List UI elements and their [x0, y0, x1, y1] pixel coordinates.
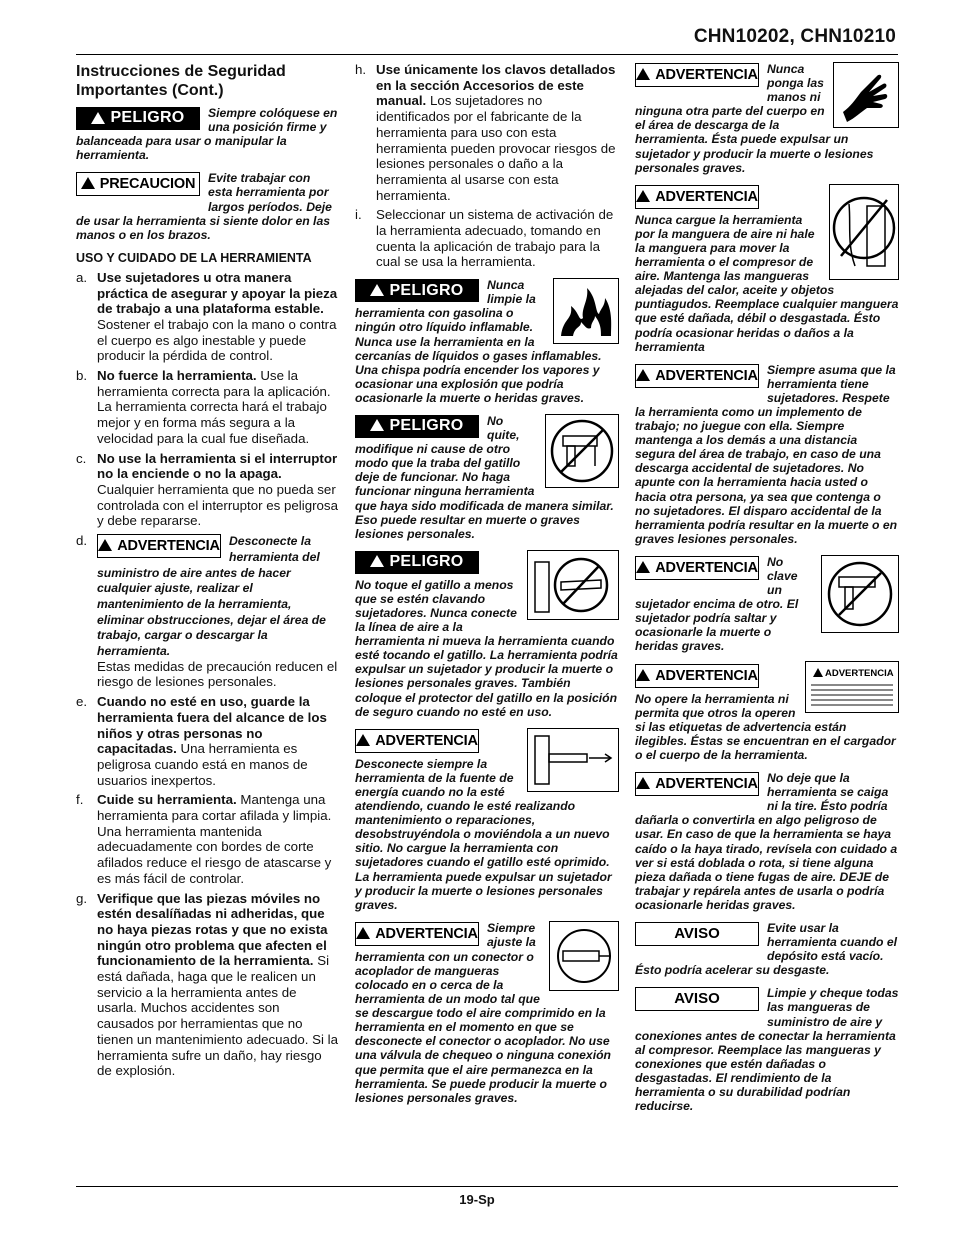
alert-triangle-icon: [98, 539, 112, 551]
caution-signal: PRECAUCION: [76, 172, 200, 196]
coupler-icon: [549, 921, 619, 991]
danger-signal: PELIGRO: [355, 415, 479, 438]
alert-triangle-icon: [370, 555, 384, 567]
label-image-text: ADVERTENCIA: [825, 667, 894, 679]
danger-text: Siempre colóquese en una posición firme y balanceada para usar o manipular la herramienta.: [76, 106, 338, 163]
list-item: d. ADVERTENCIA Desconecte la herramienta del suministro de aire antes de hacer cualquier ajuste, realizar el mantenimiento de la herramienta, eliminar obstrucciones, dejar el área de trabajo, cargar o descargar la herramienta.Estas medidas de precaución reducen el riesgo de lesiones personales.: [76, 533, 338, 690]
hand-hazard-icon: [833, 62, 899, 128]
alert-triangle-icon: [91, 112, 105, 124]
warning-signal: ADVERTENCIA: [635, 556, 759, 580]
alert-triangle-icon: [636, 369, 650, 381]
warning-signal: ADVERTENCIA: [97, 534, 221, 558]
list-item: h. Use únicamente los clavos detallados en la sección Accesorios de este manual. Los sujetadores no identificados por el fabricante de la herramienta para uso con esta herramienta pueden provocar riesgos de lesiones personales o daño a la herramienta al usarse con esta herramienta.: [355, 62, 616, 203]
warning-block-hose: ADVERTENCIA Nunca cargue la herramienta por la manguera de aire ni hale la manguera para mover la herramienta o el compresor de aire. Mantenga las mangueras alejadas del calor, aceite y objetos puntiagudos. Reemplace cualquier manguera que esté dañada, débil o desgastada. Ésto podría ocasionar heridas o daños a la herramienta: [635, 184, 899, 354]
warning-block-drop: ADVERTENCIA No deje que la herramienta se caiga ni la tire. Ésto podría dañarla o convertirla en algo peligroso de usar. En caso de que la herramienta se haya caído o la haya tirado, revísela con cuidado a ver si está doblada o rota, si tiene alguna pieza dañada o tiene fugas de aire. DEJE de trabajar y repárela antes de usarla o podría ocasionarle heridas graves.: [635, 771, 898, 912]
danger-block-stance: [76, 106, 338, 162]
caution-block: [76, 171, 338, 241]
alert-triangle-icon: [356, 734, 370, 746]
list-item: g. Verifique que las piezas móviles no estén desalíñadas ni adheridas, que no haya piezas rotas y que no exista ningún otro problema que afecten el funcionamiento de la herramienta. Si está dañada, haga que le realicen un servicio a la herramienta antes de usarla. Muchos accidentes son causados por herramientas que no tienen un mantenimiento adecuado. Si la herramienta sufre un daño, hay riesgo de explosión.: [76, 890, 338, 1079]
notice-signal: AVISO: [635, 987, 759, 1011]
notice-block-empty: AVISO Evite usar la herramienta cuando el depósito está vacío. Ésto podría acelerar su desgaste.: [635, 920, 898, 978]
notice-block-hoses: AVISO Limpie y cheque todas las mangueras de suministro de aire y conexiones antes de conectar la herramienta al compresor. Reemplace las mangueras y conexiones que estén dañadas o desgastadas. El rendimiento de la herramienta o su durabilidad podrían reducirse.: [635, 986, 899, 1114]
section-title: Instrucciones de Seguridad Importantes (Cont.): [76, 63, 286, 99]
fire-icon: [553, 278, 619, 344]
list-item: b. No fuerce la herramienta. Use la herramienta correcta para la aplicación. La herramienta correcta hará el trabajo mejor y en forma más segura a la velocidad para la cual fue diseñada.: [76, 368, 331, 446]
danger-signal: PELIGRO: [355, 551, 479, 574]
trigger-prohibited-icon: [527, 550, 619, 620]
subsection-title: USO Y CUIDADO DE LA HERRAMIENTA: [76, 250, 312, 265]
warning-block-assume-loaded: ADVERTENCIA Siempre asuma que la herramienta tiene sujetadores. Respete la herramienta como un implemento de trabajo; no juegue con ella. Siempre mantenga a los demás a una distancia segura del área de trabajo, en caso de una descarga accidental de sujetadores. No apunte con la herramienta hacia usted o hacia otra persona, ya sea que contenga o no sujetadores. El disparo accidental de la herramienta podría resultar en la muerte o en graves lesiones personales.: [635, 362, 898, 546]
column-3: [635, 62, 899, 1122]
column-1: [76, 62, 338, 1083]
page-number: 19-Sp: [459, 1192, 495, 1207]
alert-triangle-icon: [370, 284, 384, 296]
warning-block-labels: ADVERTENCIA ADVERTENCIA No opere la herramienta ni permita que otros la operen si las etiquetas de advertencia están ilegibles. Éstas se encuentran en el cargador o el cuerpo de la herramienta.: [635, 663, 899, 762]
danger-signal: PELIGRO: [76, 107, 200, 130]
warning-block-no-stack: ADVERTENCIA No clave un sujetador encima de otro. El sujetador podría saltar y ocasionarle la muerte o heridas graves.: [635, 555, 899, 654]
alert-triangle-icon: [636, 190, 650, 202]
page-header-title: CHN10202, CHN10210: [693, 26, 896, 47]
notice-signal: AVISO: [635, 922, 759, 946]
danger-signal: PELIGRO: [355, 279, 479, 302]
alert-triangle-icon: [81, 177, 95, 189]
alert-triangle-icon: [370, 419, 384, 431]
alert-triangle-icon: [636, 669, 650, 681]
warning-label-icon: [805, 661, 899, 713]
list-item: i. Seleccionar un sistema de activación de la herramienta adecuado, tomando en cuenta la aplicación de trabajo para la cual se usa la herramienta.: [355, 207, 614, 270]
alert-triangle-icon: [356, 927, 370, 939]
warning-signal: ADVERTENCIA: [635, 772, 759, 796]
danger-block-flammable: PELIGRO Nunca limpie la herramienta con gasolina o ningún otro líquido inflamable. Nunca use la herramienta en la cercanías de líquidos o gases inflamables. Una chispa podría encender los vapores y ocasionar una explosión que podría ocasionarle la muerte o heridas graves.: [355, 278, 619, 405]
caution-text: Evite trabajar con esta herramienta por largos períodos. Deje de usar la herramienta si siente dolor en las manos o en los brazos.: [76, 171, 332, 242]
alert-triangle-icon: [636, 68, 650, 80]
list-item: e. Cuando no esté en uso, guarde la herramienta fuera del alcance de los niños y otras personas no capacitadas. Una herramienta es peligrosa cuando está en manos de usuarios inexpertos.: [76, 694, 327, 788]
hose-carry-prohibited-icon: [829, 184, 899, 280]
column-2: [355, 62, 619, 1114]
warning-block-coupler: ADVERTENCIA Siempre ajuste la herramienta con un conector o acoplador de mangueras colocado en o cerca de la herramienta de un modo tal que se descargue todo el aire comprimido en la herramienta en el momento en que se desconecte el conector o acoplador. No use una válvula de chequeo o ninguna conexión que permita que el aire permanezca en la herramienta. Se puede producir la muerte o lesiones personales graves.: [355, 921, 619, 1105]
alert-triangle-icon: [636, 561, 650, 573]
alert-triangle-icon: [636, 777, 650, 789]
warning-signal: ADVERTENCIA: [635, 364, 759, 388]
header-rule: [76, 54, 898, 55]
warning-block-hands: ADVERTENCIA Nunca ponga las manos ni ninguna otra parte del cuerpo en el área de descarga de la herramienta. Ésta puede expulsar un sujetador y producir la muerte o lesiones personales graves.: [635, 62, 899, 175]
danger-block-trigger: PELIGRO No toque el gatillo a menos que se estén clavando sujetadores. Nunca conecte la línea de aire a la herramienta ni mueva la herramienta cuando esté tocando el gatillo. La herramienta podría expulsar un sujetador y producir la muerte o lesiones personales graves. También coloque el protector del gatillo en la posición de seguro cuando no esté en uso.: [355, 550, 619, 719]
warning-block-disconnect: ADVERTENCIA Desconecte siempre la herramienta de la fuente de energía cuando no la esté atendiendo, cuando le esté realizando mantenimiento o reparaciones, desobstruyéndola o moviéndola a un nuevo sitio. No cargue la herramienta con sujetadores cuando el gatillo esté oprimido. La herramienta puede expulsar un sujetador y producir la muerte o lesiones personales graves.: [355, 728, 619, 912]
warning-signal: ADVERTENCIA: [635, 185, 759, 209]
list-item: c. No use la herramienta si el interruptor no la enciende o no la apaga. Cualquier herramienta que no pueda ser controlada con el interruptor es peligrosa y debe repararse.: [76, 450, 338, 529]
footer-rule: [76, 1186, 898, 1187]
stacked-fastener-prohibited-icon: [821, 555, 899, 633]
warning-signal: ADVERTENCIA: [635, 63, 759, 87]
nailer-prohibited-icon: [545, 414, 619, 488]
warning-signal: ADVERTENCIA: [355, 922, 479, 946]
list-item: a. Use sujetadores u otra manera práctica de asegurar y apoyar la pieza de trabajo a una plataforma estable. Sostener el trabajo con la mano o contra el cuerpo es algo inestable y puede producir la pérdida de control.: [76, 269, 338, 364]
disconnect-hose-icon: [527, 728, 619, 792]
warning-signal: ADVERTENCIA: [635, 664, 759, 688]
danger-block-trigger-lock: PELIGRO No quite, modifique ni cause de otro modo que la traba del gatillo deje de funcionar. No haga funcionar ninguna herramienta que haya sido modificada de manera similar. Eso puede resultar en muerte o graves lesiones personales.: [355, 414, 619, 541]
warning-signal: ADVERTENCIA: [355, 729, 479, 753]
list-item: f. Cuide su herramienta. Mantenga una herramienta para cortar afilada y limpia. Una herramienta mantenida adecuadamente con bordes de corte afilados reduce el riesgo de atascarse y es más fácil de controlar.: [76, 792, 332, 886]
